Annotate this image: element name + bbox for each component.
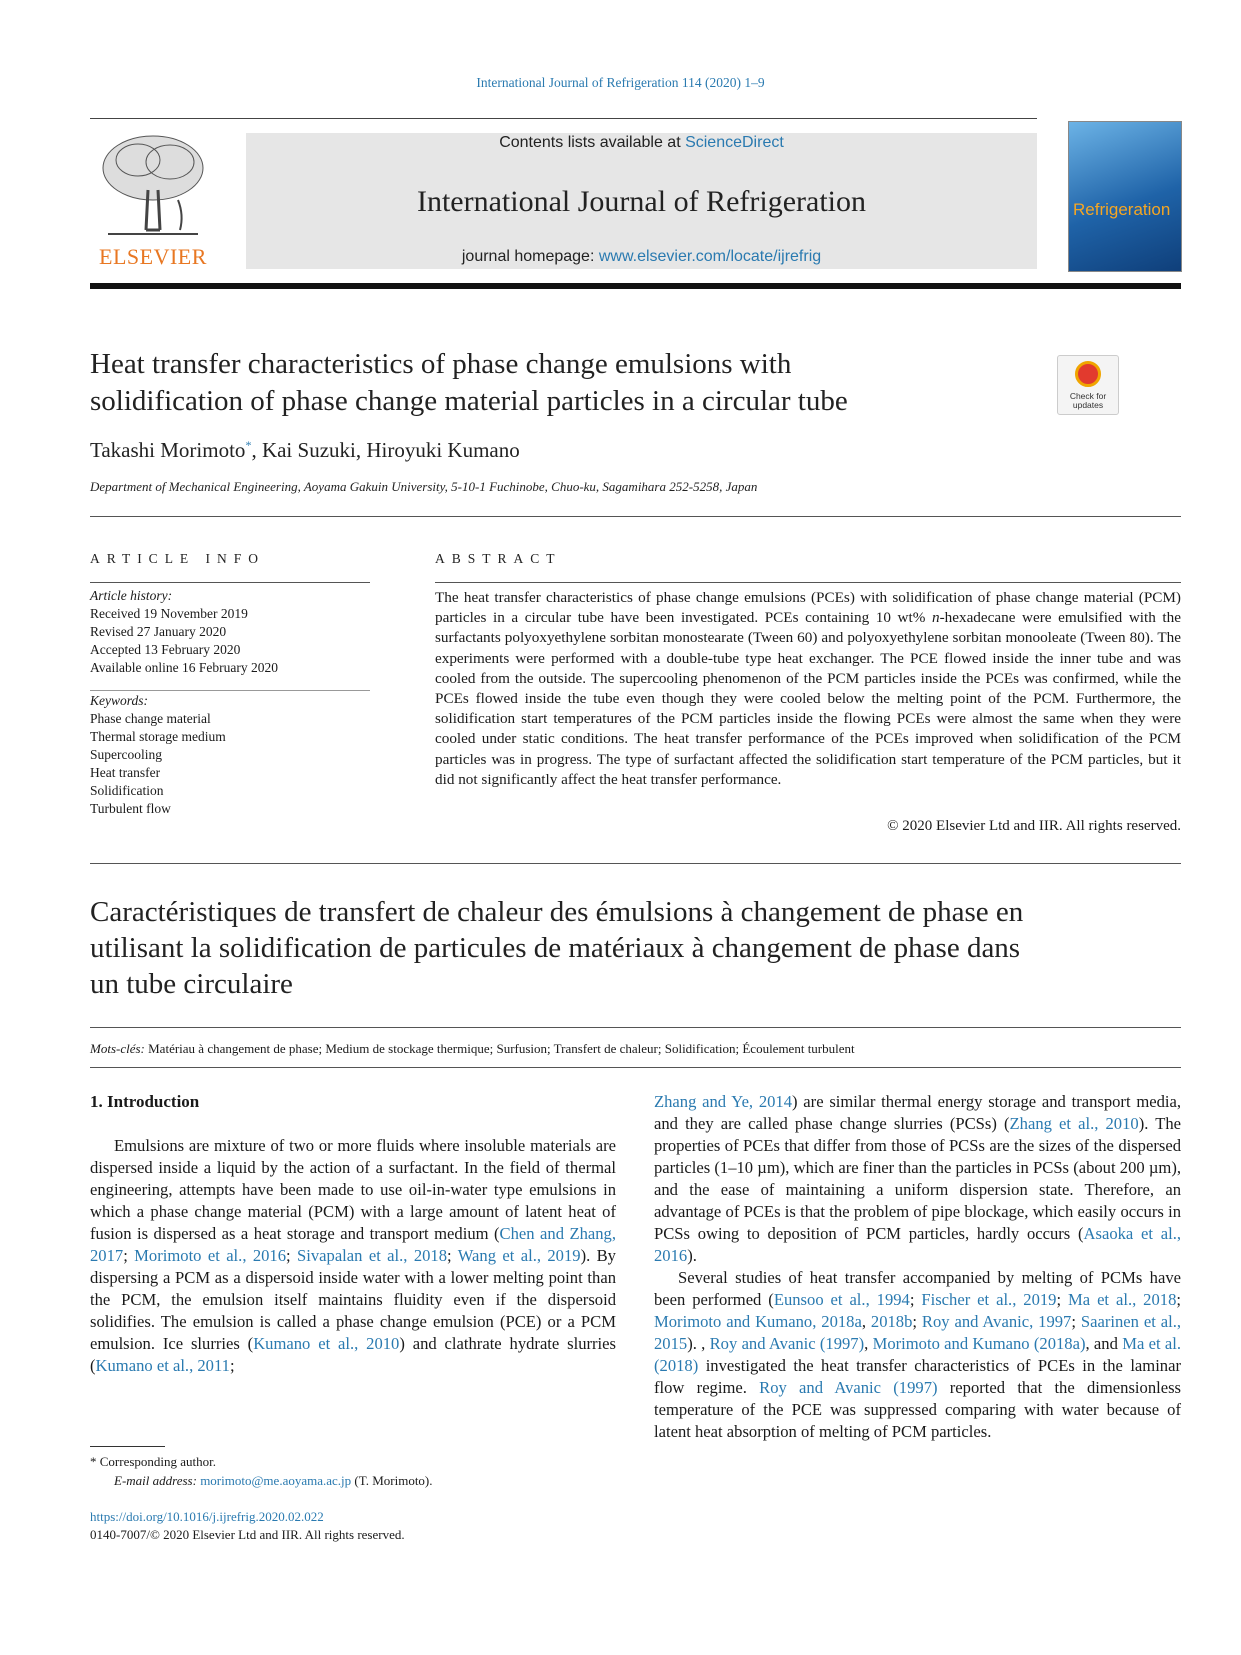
text: investigated the heat transfer characteristics of PCEs in the laminar flow regime.: [654, 1356, 1181, 1397]
text: ;: [123, 1246, 135, 1265]
citation-link[interactable]: Fischer et al., 2019: [921, 1290, 1057, 1309]
mots-label: Mots-clés:: [90, 1041, 145, 1056]
citation-link[interactable]: Asaoka et al., 2016: [654, 1224, 1181, 1265]
history-label: Article history:: [90, 588, 173, 603]
citation-link[interactable]: Zhang and Ye, 2014: [654, 1092, 793, 1111]
corresponding-author-mark[interactable]: *: [245, 438, 252, 452]
keyword: Heat transfer: [90, 765, 161, 780]
abstract-part: The heat transfer characteristics of phase change emulsions (PCEs) with solidification of phase change material (PCM) particles in a circular tube have been investigated. PCEs containing 10 wt%: [435, 589, 1181, 627]
citation-link[interactable]: Zhang et al., 2010: [1009, 1114, 1139, 1133]
title-line-2: solidification of phase change material particles in a circular tube: [90, 385, 848, 417]
masthead-rule: [90, 283, 1181, 289]
title-line-1: Heat transfer characteristics of phase change emulsions with: [90, 348, 792, 380]
homepage-line: [246, 248, 1037, 266]
text: ;: [447, 1246, 458, 1265]
divider: [90, 516, 1181, 517]
divider: [435, 582, 1181, 583]
article-title: [90, 346, 970, 420]
divider: [90, 690, 370, 691]
citation-link[interactable]: Wang et al., 2019: [457, 1246, 581, 1265]
mots-list: Matériau à changement de phase; Medium de stockage thermique; Surfusion; Transfert de chaleur; Solidification; Écoulement turbulent: [144, 1041, 855, 1056]
body-column-right: [654, 1091, 1181, 1443]
sciencedirect-link[interactable]: ScienceDirect: [685, 134, 784, 151]
citation-link[interactable]: Chen and Zhang, 2017: [90, 1224, 616, 1265]
elsevier-wordmark: ELSEVIER: [99, 244, 207, 269]
body-column-left: [90, 1135, 616, 1377]
citation-link[interactable]: 2018b: [870, 1312, 913, 1331]
citation-link[interactable]: Saarinen et al., 2015: [654, 1312, 1182, 1353]
paragraph: Several studies of heat transfer accompanied by melting of PCMs have been performed (Eunsoo et al., 1994; Fischer et al., 2019; Ma et al., 2018; Morimoto and Kumano, 2018a, 2018b; Roy and Avanic, 1997; Saarinen et al., 2015). , Roy and Avanic (1997), Morimoto and Kumano (2018a), and Ma et al. (2018) investigated the heat transfer characteristics of PCEs in the laminar flow regime. Roy and Avanic (1997) reported that the dimensionless temperature of the PCE was suppressed comparing with water because of latent heat absorption of melting of PCM particles.: [654, 1268, 1182, 1441]
received-date: Received 19 November 2019: [90, 606, 248, 621]
keyword: Turbulent flow: [90, 801, 171, 816]
doi-link[interactable]: https://doi.org/10.1016/j.ijrefrig.2020.02.022: [90, 1509, 324, 1524]
footnote: [90, 1452, 433, 1490]
journal-name: International Journal of Refrigeration: [416, 185, 866, 218]
footnote-mark: *: [90, 1454, 97, 1469]
contents-line: [246, 134, 1037, 152]
elsevier-tree-icon: [88, 130, 218, 242]
authors: [90, 438, 520, 463]
doi-block: [90, 1508, 405, 1544]
homepage-prefix: journal homepage:: [461, 248, 599, 265]
article-info-heading: ARTICLE INFO: [90, 551, 266, 566]
abstract-italic: n: [931, 609, 940, 627]
homepage-link[interactable]: www.elsevier.com/locate/ijrefrig: [598, 248, 822, 265]
abstract-part: -hexadecane were emulsified with the surfactants polyoxyethylene sorbitan monostearate (Tween 60) and polyoxyethylene sorbitan monooleate (Tween 80). The experiments were performed with a double-tube type heat exchanger. The PCE flowed inside the inner tube and was cooled from the outside. The supercooling phenomenon of the PCM particles inside the PCEs was confirmed, while the PCEs flowed inside the tube even though they were cooled below the melting point of the PCM. Furthermore, the solidification start temperatures of the PCM particles inside the flowing PCEs were almost the same when they were cooled under static conditions. The heat transfer performance of the PCEs improved when solidification of the PCM particles was in progress. The type of surfactant affected the solidification start temperature of the PCM particles, but it did not significantly affect the heat transfer performance.: [435, 609, 1181, 788]
email-suffix: (T. Morimoto).: [351, 1473, 433, 1488]
issn-line: 0140-7007/© 2020 Elsevier Ltd and IIR. All rights reserved.: [90, 1527, 405, 1542]
fr-title-line-1: Caractéristiques de transfert de chaleur des émulsions à changement de phase en: [90, 896, 1024, 928]
text: , and: [1085, 1334, 1123, 1353]
citation-link[interactable]: Ma et al. (2018): [654, 1334, 1181, 1375]
keyword: Supercooling: [90, 747, 162, 762]
bookmark-icon: [1075, 361, 1101, 387]
text: ) and clathrate hydrate slurries (: [90, 1334, 616, 1375]
footnote-text: Corresponding author.: [96, 1454, 217, 1469]
citation-link[interactable]: Roy and Avanic (1997): [709, 1334, 865, 1353]
other-authors: , Kai Suzuki, Hiroyuki Kumano: [251, 438, 520, 462]
revised-date: Revised 27 January 2020: [90, 624, 227, 639]
abstract-text: [435, 588, 1181, 790]
text: ;: [229, 1356, 235, 1375]
affiliation: Department of Mechanical Engineering, Aoyama Gakuin University, 5-10-1 Fuchinobe, Chuo-ku, Sagamihara 252-5258, Japan: [90, 479, 758, 494]
journal-cover-thumbnail[interactable]: [1068, 121, 1182, 272]
fr-title-line-2: utilisant la solidification de particules de matériaux à changement de phase dans: [90, 932, 1021, 964]
divider: [90, 863, 1181, 864]
check-updates-label: Check for updates: [1069, 391, 1107, 410]
text: Emulsions are mixture of two or more fluids where insoluble materials are dispersed inside a liquid by the action of a surfactant. In the field of thermal engineering, attempts have been made to use oil-in-water type emulsions in which a phase change material (PCM) with a large amount of latent heat of fusion is dispersed as a heat storage and transport medium (: [90, 1136, 616, 1243]
text: ;: [286, 1246, 298, 1265]
divider: [90, 1027, 1181, 1028]
journal-reference[interactable]: International Journal of Refrigeration 114 (2020) 1–9: [476, 75, 765, 90]
citation-link[interactable]: Eunsoo et al., 1994: [773, 1290, 910, 1309]
section-heading: 1. Introduction: [90, 1092, 200, 1111]
french-keywords: [90, 1041, 855, 1057]
paragraph: [90, 1135, 616, 1377]
text: ).: [687, 1246, 697, 1265]
contents-prefix: Contents lists available at: [499, 134, 686, 151]
citation-link[interactable]: Kumano et al., 2010: [253, 1334, 400, 1353]
text: ) are similar thermal energy storage and transport media, and they are called phase change slurries (PCSs) (: [654, 1092, 1182, 1133]
email-link[interactable]: morimoto@me.aoyama.ac.jp: [200, 1473, 352, 1488]
email-label: E-mail address:: [114, 1473, 201, 1488]
check-for-updates-button[interactable]: [1057, 355, 1119, 415]
citation-link[interactable]: Ma et al., 2018: [1068, 1290, 1177, 1309]
keywords-label: Keywords:: [90, 693, 148, 708]
citation-link[interactable]: Roy and Avanic (1997): [759, 1378, 938, 1397]
text: reported that the dimensionless temperature of the PCE was suppressed comparing with water because of latent heat absorption of melting of PCM particles.: [654, 1378, 1182, 1441]
cover-title: Refrigeration: [1073, 200, 1171, 219]
text: ). The properties of PCEs that differ from those of PCSs are the sizes of the dispersed particles (1–10 µm), which are finer than the particles in PCSs (about 200 µm), and the ease of maintaining a uniform dispersion state. Therefore, an advantage of PCEs is that the problem of pipe blockage, which easily occurs in PCSs owing to deposition of PCM particles, hardly occurs (: [654, 1114, 1181, 1243]
keyword: Thermal storage medium: [90, 729, 226, 744]
french-title: [90, 894, 1181, 1002]
top-rule: [90, 118, 1037, 119]
citation-link[interactable]: Morimoto and Kumano, 2018a: [654, 1312, 862, 1331]
text: Several studies of heat transfer accompanied by melting of PCMs have been performed (: [654, 1268, 1181, 1309]
abstract-heading: ABSTRACT: [435, 551, 562, 566]
divider: [90, 582, 370, 583]
paragraph: [654, 1091, 1181, 1267]
keyword: Solidification: [90, 783, 164, 798]
footnote-rule: [90, 1446, 165, 1447]
keywords: [90, 692, 226, 818]
text: ). By dispersing a PCM as a dispersoid inside water with a lower melting point than the PCM, the emulsion itself maintains fluidity even if the dispersoid solidifies. The emulsion is called a phase change emulsion (PCE) or a PCM emulsion. Ice slurries (: [90, 1246, 616, 1353]
citation-link[interactable]: Kumano et al., 2011: [95, 1356, 230, 1375]
citation-link[interactable]: Roy and Avanic, 1997: [921, 1312, 1072, 1331]
online-date: Available online 16 February 2020: [90, 660, 278, 675]
keyword: Phase change material: [90, 711, 211, 726]
article-history: [90, 587, 278, 677]
elsevier-logo[interactable]: [88, 130, 218, 270]
text: ). ,: [687, 1334, 710, 1353]
divider: [90, 1067, 1181, 1068]
fr-title-line-3: un tube circulaire: [90, 968, 293, 1000]
author-morimoto[interactable]: Takashi Morimoto: [90, 438, 246, 462]
citation-link[interactable]: Sivapalan et al., 2018: [297, 1246, 448, 1265]
abstract-copyright: © 2020 Elsevier Ltd and IIR. All rights reserved.: [887, 818, 1181, 834]
citation-link[interactable]: Morimoto and Kumano (2018a): [872, 1334, 1086, 1353]
accepted-date: Accepted 13 February 2020: [90, 642, 241, 657]
citation-link[interactable]: Morimoto et al., 2016: [134, 1246, 287, 1265]
